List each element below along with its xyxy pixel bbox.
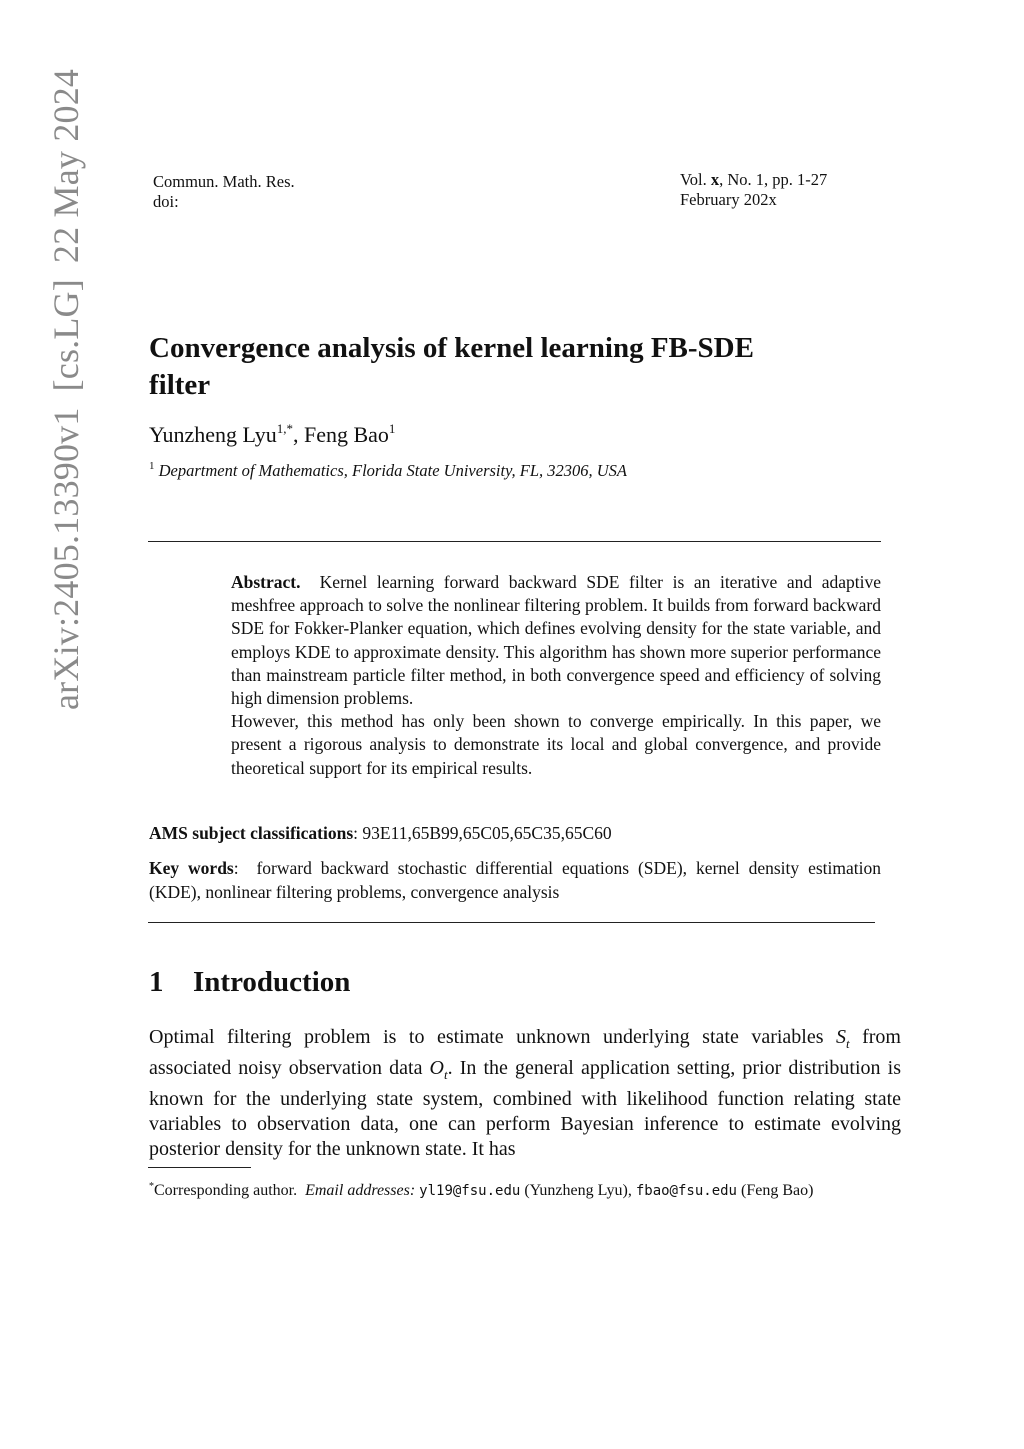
top-divider: [148, 541, 881, 542]
email-link[interactable]: fbao@fsu.edu: [635, 1183, 737, 1199]
section-number: 1: [149, 966, 164, 998]
var-s-subscript: t: [846, 1036, 850, 1051]
abstract-para-1: [231, 571, 881, 710]
footnote-rule: [148, 1167, 251, 1168]
ams-label: AMS subject classifications: [149, 823, 354, 843]
journal-name: Commun. Math. Res.: [153, 172, 295, 191]
volume-issue-pages: , No. 1, pp. 1-27: [719, 170, 828, 189]
var-o-subscript: t: [444, 1067, 448, 1082]
arxiv-id: arXiv:2405.13390v1: [46, 407, 86, 710]
paper-title: Convergence analysis of kernel learning FB-SDE filter: [149, 332, 754, 401]
journal-header: [153, 172, 295, 212]
ams-classifications: AMS subject classifications: 93E11,65B99,65C05,65C35,65C60: [149, 823, 612, 843]
author-affil-mark: 1,*: [276, 421, 293, 436]
footnote: [149, 1176, 881, 1202]
author-list: Yunzheng Lyu$^{1,*}$, Feng Bao$^1$: [149, 421, 396, 447]
intro-paragraph: [149, 1025, 901, 1162]
var-o: O: [429, 1057, 444, 1079]
abstract-label: Abstract.: [231, 572, 301, 592]
bottom-divider: [148, 922, 875, 923]
affiliation-text: Department of Mathematics, Florida State University, FL, 32306, USA: [158, 461, 627, 480]
ams-value: 93E11,65B99,65C05,65C35,65C60: [362, 823, 612, 843]
key-words: Key words: forward backward stochastic differential equations (SDE), kernel density estimation (KDE), nonlinear filtering problems, convergence analysis: [149, 858, 881, 902]
intro-text: from associated noisy observation data: [149, 1026, 901, 1079]
footnote-author-1: (Yunzheng Lyu),: [524, 1182, 632, 1199]
abstract: [231, 571, 881, 780]
arxiv-identifier: [45, 70, 95, 710]
arxiv-category: [cs.LG]: [46, 279, 86, 392]
abstract-text-1: Kernel learning forward backward SDE filter is an iterative and adaptive meshfree approach to solve the nonlinear filtering problem. It builds from forward backward SDE for Fokker-Planker equation, which defines evolving density for the state variable, and employs KDE to approximate density. This algorithm has shown more superior performance than mainstream particle filter method, in both convergence speed and efficiency of solving high dimension problems.: [231, 572, 881, 709]
section-heading: [149, 966, 350, 999]
section-title: Introduction: [193, 966, 351, 998]
arxiv-date: 22 May 2024: [46, 68, 86, 264]
footnote-corresponding: Corresponding author.: [154, 1182, 298, 1199]
doi-label: doi:: [153, 192, 179, 211]
volume-info: [680, 170, 827, 190]
footnote-email-label: Email addresses:: [305, 1182, 416, 1199]
volume-header: [680, 170, 827, 210]
volume-number: x: [710, 170, 720, 189]
footnote-author-2: (Feng Bao): [741, 1182, 814, 1199]
var-s: S: [836, 1026, 846, 1048]
intro-text: . In the general application setting, prior distribution is known for the underlying state system, combined with likelihood function relating state variables to observation data, one can perform Bayesian inference to estimate evolving posterior density for the unknown state. It has: [149, 1057, 901, 1160]
footnote-mark: *: [149, 1181, 154, 1192]
author-name: Feng Bao: [303, 422, 389, 447]
email-link[interactable]: yl19@fsu.edu: [419, 1183, 521, 1199]
abstract-para-2: However, this method has only been shown to converge empirically. In this paper, we present a rigorous analysis to demonstrate its local and global convergence, and provide theoretical support for its empirical results.: [231, 711, 881, 778]
affiliation: [149, 460, 627, 481]
keywords-label: Key words: [149, 858, 234, 878]
intro-text: Optimal filtering problem is to estimate unknown underlying state variables: [149, 1026, 836, 1048]
publication-date: February 202x: [680, 190, 777, 209]
author-name: Yunzheng Lyu: [149, 422, 277, 447]
keywords-value: forward backward stochastic differential equations (SDE), kernel density estimation (KDE), nonlinear filtering problems, convergence analysis: [149, 858, 881, 902]
author-affil-mark: 1: [388, 421, 396, 436]
volume-label: Vol.: [680, 170, 707, 189]
affiliation-mark: 1: [149, 460, 155, 472]
